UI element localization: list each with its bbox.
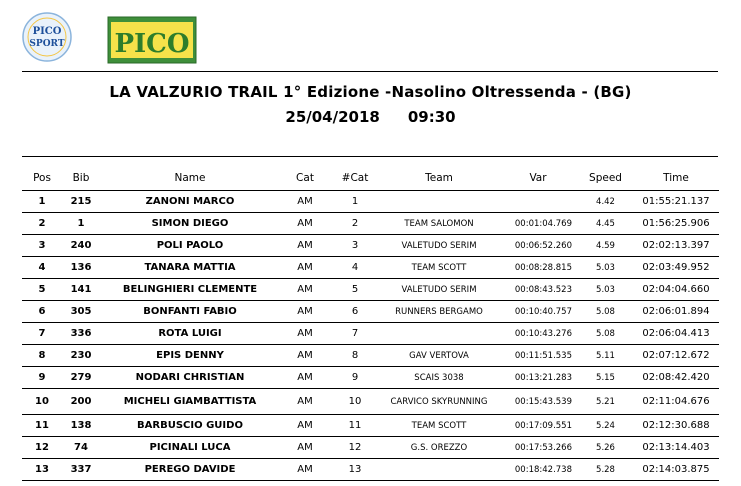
- athlete-name-cell: BELINGHIERI CLEMENTE: [100, 279, 280, 301]
- col-header-pos: Pos: [22, 166, 62, 191]
- pico-sport-logo: [22, 12, 72, 62]
- pico-logo: [107, 16, 197, 64]
- time-cell: 02:03:49.952: [633, 257, 719, 279]
- col-header-catpos: #Cat: [330, 166, 380, 191]
- position-cell: 2: [22, 213, 62, 235]
- table-row: [22, 345, 719, 367]
- table-row: [22, 279, 719, 301]
- gap-cell: 00:10:40.757: [498, 301, 578, 323]
- col-header-time: Time: [633, 166, 719, 191]
- bib-cell: 240: [62, 235, 100, 257]
- gap-cell: 00:18:42.738: [498, 459, 578, 481]
- gap-cell: 00:01:04.769: [498, 213, 578, 235]
- bib-cell: 1: [62, 213, 100, 235]
- bib-cell: 279: [62, 367, 100, 389]
- athlete-name-cell: BARBUSCIO GUIDO: [100, 415, 280, 437]
- category-cell: AM: [280, 257, 330, 279]
- gap-cell: 00:08:43.523: [498, 279, 578, 301]
- time-cell: 02:11:04.676: [633, 389, 719, 415]
- category-position-cell: 1: [330, 191, 380, 213]
- category-position-cell: 3: [330, 235, 380, 257]
- speed-cell: 4.45: [578, 213, 633, 235]
- gap-cell: 00:13:21.283: [498, 367, 578, 389]
- speed-cell: 5.03: [578, 257, 633, 279]
- team-cell: TEAM SCOTT: [380, 415, 498, 437]
- speed-cell: 5.21: [578, 389, 633, 415]
- speed-cell: 5.28: [578, 459, 633, 481]
- category-position-cell: 13: [330, 459, 380, 481]
- category-cell: AM: [280, 323, 330, 345]
- athlete-name-cell: NODARI CHRISTIAN: [100, 367, 280, 389]
- time-cell: 02:04:04.660: [633, 279, 719, 301]
- team-cell: TEAM SCOTT: [380, 257, 498, 279]
- category-cell: AM: [280, 301, 330, 323]
- gap-cell: 00:17:09.551: [498, 415, 578, 437]
- bib-cell: 230: [62, 345, 100, 367]
- table-row: [22, 323, 719, 345]
- athlete-name-cell: BONFANTI FABIO: [100, 301, 280, 323]
- position-cell: 3: [22, 235, 62, 257]
- race-title: LA VALZURIO TRAIL 1° Edizione -Nasolino Oltressenda - (BG): [109, 83, 632, 101]
- position-cell: 12: [22, 437, 62, 459]
- team-cell: RUNNERS BERGAMO: [380, 301, 498, 323]
- table-header-row: [22, 166, 719, 191]
- bib-cell: 74: [62, 437, 100, 459]
- table-row: [22, 389, 719, 415]
- gap-cell: 00:10:43.276: [498, 323, 578, 345]
- race-time: 09:30: [407, 108, 456, 126]
- svg-text:PICO: PICO: [114, 29, 190, 59]
- team-cell: TEAM SALOMON: [380, 213, 498, 235]
- col-header-name: Name: [100, 166, 280, 191]
- team-cell: SCAIS 3038: [380, 367, 498, 389]
- category-cell: AM: [280, 415, 330, 437]
- athlete-name-cell: ZANONI MARCO: [100, 191, 280, 213]
- time-cell: 01:55:21.137: [633, 191, 719, 213]
- bib-cell: 215: [62, 191, 100, 213]
- team-cell: [380, 191, 498, 213]
- position-cell: 6: [22, 301, 62, 323]
- category-position-cell: 9: [330, 367, 380, 389]
- gap-cell: 00:17:53.266: [498, 437, 578, 459]
- athlete-name-cell: ROTA LUIGI: [100, 323, 280, 345]
- bib-cell: 141: [62, 279, 100, 301]
- athlete-name-cell: TANARA MATTIA: [100, 257, 280, 279]
- speed-cell: 5.08: [578, 301, 633, 323]
- speed-cell: 5.11: [578, 345, 633, 367]
- time-cell: 02:07:12.672: [633, 345, 719, 367]
- athlete-name-cell: PEREGO DAVIDE: [100, 459, 280, 481]
- team-cell: [380, 323, 498, 345]
- athlete-name-cell: PICINALI LUCA: [100, 437, 280, 459]
- table-row: [22, 367, 719, 389]
- race-date: 25/04/2018: [285, 108, 380, 126]
- bib-cell: 136: [62, 257, 100, 279]
- time-cell: 02:13:14.403: [633, 437, 719, 459]
- team-cell: G.S. OREZZO: [380, 437, 498, 459]
- category-cell: AM: [280, 459, 330, 481]
- category-cell: AM: [280, 235, 330, 257]
- position-cell: 4: [22, 257, 62, 279]
- category-cell: AM: [280, 279, 330, 301]
- bib-cell: 337: [62, 459, 100, 481]
- time-cell: 02:08:42.420: [633, 367, 719, 389]
- table-row: [22, 415, 719, 437]
- position-cell: 7: [22, 323, 62, 345]
- team-cell: CARVICO SKYRUNNING: [380, 389, 498, 415]
- category-cell: AM: [280, 345, 330, 367]
- category-position-cell: 11: [330, 415, 380, 437]
- time-cell: 02:14:03.875: [633, 459, 719, 481]
- speed-cell: 5.24: [578, 415, 633, 437]
- category-position-cell: 7: [330, 323, 380, 345]
- category-cell: AM: [280, 437, 330, 459]
- team-cell: GAV VERTOVA: [380, 345, 498, 367]
- team-cell: VALETUDO SERIM: [380, 235, 498, 257]
- category-cell: AM: [280, 213, 330, 235]
- gap-cell: [498, 191, 578, 213]
- athlete-name-cell: MICHELI GIAMBATTISTA: [100, 389, 280, 415]
- col-header-var: Var: [498, 166, 578, 191]
- position-cell: 5: [22, 279, 62, 301]
- svg-text:SPORT: SPORT: [29, 39, 65, 49]
- gap-cell: 00:11:51.535: [498, 345, 578, 367]
- athlete-name-cell: POLI PAOLO: [100, 235, 280, 257]
- category-position-cell: 4: [330, 257, 380, 279]
- table-row: [22, 191, 719, 213]
- team-cell: [380, 459, 498, 481]
- time-cell: 02:06:04.413: [633, 323, 719, 345]
- time-cell: 01:56:25.906: [633, 213, 719, 235]
- team-cell: VALETUDO SERIM: [380, 279, 498, 301]
- results-table: [22, 166, 719, 481]
- position-cell: 11: [22, 415, 62, 437]
- col-header-team: Team: [380, 166, 498, 191]
- time-cell: 02:02:13.397: [633, 235, 719, 257]
- header-rule-top: [22, 71, 718, 72]
- category-position-cell: 12: [330, 437, 380, 459]
- category-position-cell: 5: [330, 279, 380, 301]
- time-cell: 02:12:30.688: [633, 415, 719, 437]
- table-row: [22, 213, 719, 235]
- race-datetime: [0, 108, 741, 126]
- table-row: [22, 235, 719, 257]
- position-cell: 13: [22, 459, 62, 481]
- speed-cell: 5.03: [578, 279, 633, 301]
- table-row: [22, 257, 719, 279]
- gap-cell: 00:06:52.260: [498, 235, 578, 257]
- time-cell: 02:06:01.894: [633, 301, 719, 323]
- table-row: [22, 301, 719, 323]
- svg-text:PICO: PICO: [32, 26, 62, 37]
- category-position-cell: 8: [330, 345, 380, 367]
- speed-cell: 5.15: [578, 367, 633, 389]
- athlete-name-cell: EPIS DENNY: [100, 345, 280, 367]
- bib-cell: 336: [62, 323, 100, 345]
- gap-cell: 00:08:28.815: [498, 257, 578, 279]
- category-cell: AM: [280, 367, 330, 389]
- speed-cell: 4.59: [578, 235, 633, 257]
- category-cell: AM: [280, 191, 330, 213]
- category-position-cell: 2: [330, 213, 380, 235]
- speed-cell: 4.42: [578, 191, 633, 213]
- table-row: [22, 459, 719, 481]
- category-position-cell: 6: [330, 301, 380, 323]
- speed-cell: 5.26: [578, 437, 633, 459]
- header-rule-bottom: [22, 156, 718, 157]
- col-header-cat: Cat: [280, 166, 330, 191]
- col-header-bib: Bib: [62, 166, 100, 191]
- bib-cell: 305: [62, 301, 100, 323]
- table-row: [22, 437, 719, 459]
- athlete-name-cell: SIMON DIEGO: [100, 213, 280, 235]
- position-cell: 10: [22, 389, 62, 415]
- position-cell: 8: [22, 345, 62, 367]
- speed-cell: 5.08: [578, 323, 633, 345]
- gap-cell: 00:15:43.539: [498, 389, 578, 415]
- bib-cell: 200: [62, 389, 100, 415]
- category-position-cell: 10: [330, 389, 380, 415]
- position-cell: 9: [22, 367, 62, 389]
- bib-cell: 138: [62, 415, 100, 437]
- position-cell: 1: [22, 191, 62, 213]
- col-header-speed: Speed: [578, 166, 633, 191]
- category-cell: AM: [280, 389, 330, 415]
